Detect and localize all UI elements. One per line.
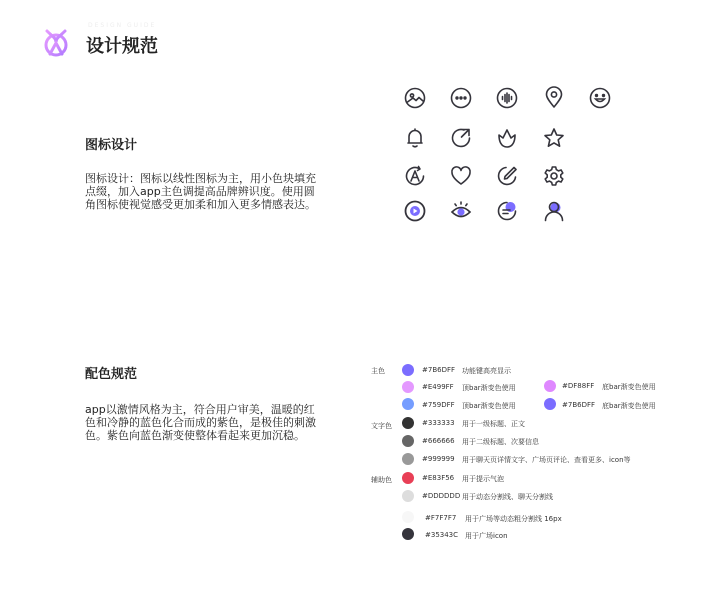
swatch-desc: 底bar渐变色使用	[602, 402, 656, 410]
swatch-hex: #DDDDDD	[422, 492, 461, 500]
swatch-desc: 功能键高亮显示	[462, 367, 511, 375]
location-pin-icon	[543, 86, 565, 108]
swatch-desc: 用于一级标题、正文	[462, 420, 525, 428]
icon-section-body: 图标设计：图标以线性图标为主，用小色块填充点缀，加入app主色调提高品牌辨识度。使用圆角图标使视觉感受更加柔和加入更多情感表达。	[85, 172, 316, 211]
swatch-desc: 顶bar渐变色使用	[462, 384, 516, 392]
swatch-hex: #759DFF	[422, 401, 455, 409]
swatch-desc: 用于动态分割线、聊天分割线	[462, 493, 553, 501]
color-swatch	[402, 528, 414, 540]
bell-icon	[404, 127, 426, 149]
heart-icon	[450, 165, 472, 187]
swatch-hex: #F7F7F7	[425, 514, 457, 522]
page-title: 设计规范	[86, 36, 158, 57]
group-label-text: 文字色	[371, 422, 392, 430]
share-arrow-icon	[450, 127, 472, 149]
image-icon	[404, 87, 426, 109]
swatch-desc: 顶bar渐变色使用	[462, 402, 516, 410]
icon-section-heading: 图标设计	[85, 138, 138, 153]
swatch-hex: #E83F56	[422, 474, 455, 482]
eye-icon	[450, 200, 472, 222]
color-swatch	[402, 381, 414, 393]
swatch-desc: 底bar渐变色使用	[602, 383, 656, 391]
play-circle-icon	[404, 200, 426, 222]
color-swatch	[402, 490, 414, 502]
header-faint-text: DESIGN GUIDE	[88, 22, 157, 29]
ribbon-logo-icon	[42, 28, 70, 58]
color-swatch	[402, 511, 414, 523]
color-section-body: app以激情风格为主，符合用户审美，温暖的红色和冷静的蓝色化合而成的紫色，是极佳的刺激色。紫色向蓝色渐变使整体看起来更加沉稳。	[85, 403, 316, 442]
swatch-desc: 用于广场icon	[465, 532, 508, 540]
group-label-primary: 主色	[371, 367, 385, 375]
color-swatch	[402, 435, 414, 447]
color-swatch	[402, 398, 414, 410]
swatch-hex: #35343C	[425, 531, 459, 539]
swatch-desc: 用于提示气泡	[462, 475, 504, 483]
smile-icon	[589, 87, 611, 109]
more-dots-icon	[450, 87, 472, 109]
swatch-hex: #333333	[422, 419, 455, 427]
color-swatch	[402, 453, 414, 465]
swatch-hex: #E499FF	[422, 383, 454, 391]
swatch-hex: #7B6DFF	[562, 401, 596, 409]
color-swatch	[402, 417, 414, 429]
group-label-auxiliary: 辅助色	[371, 476, 392, 484]
color-swatch	[544, 380, 556, 392]
voice-wave-icon	[496, 87, 518, 109]
swatch-hex: #DF88FF	[562, 382, 595, 390]
user-icon	[543, 200, 565, 222]
swatch-desc: 用于聊天页详情文字、广场页评论、查看更多、icon等	[462, 456, 631, 464]
swatch-desc: 用于广场等动态粗分割线 16px	[465, 515, 562, 523]
font-refresh-icon	[404, 165, 426, 187]
message-icon	[496, 200, 518, 222]
tulip-icon	[496, 127, 518, 149]
color-swatch	[402, 364, 414, 376]
star-icon	[543, 127, 565, 149]
swatch-hex: #999999	[422, 455, 455, 463]
color-swatch	[544, 398, 556, 410]
color-section-heading: 配色规范	[85, 367, 138, 382]
swatch-hex: #7B6DFF	[422, 366, 456, 374]
gear-icon	[543, 165, 565, 187]
color-swatch	[402, 472, 414, 484]
swatch-desc: 用于二级标题、次要信息	[462, 438, 539, 446]
edit-icon	[496, 165, 518, 187]
swatch-hex: #666666	[422, 437, 455, 445]
